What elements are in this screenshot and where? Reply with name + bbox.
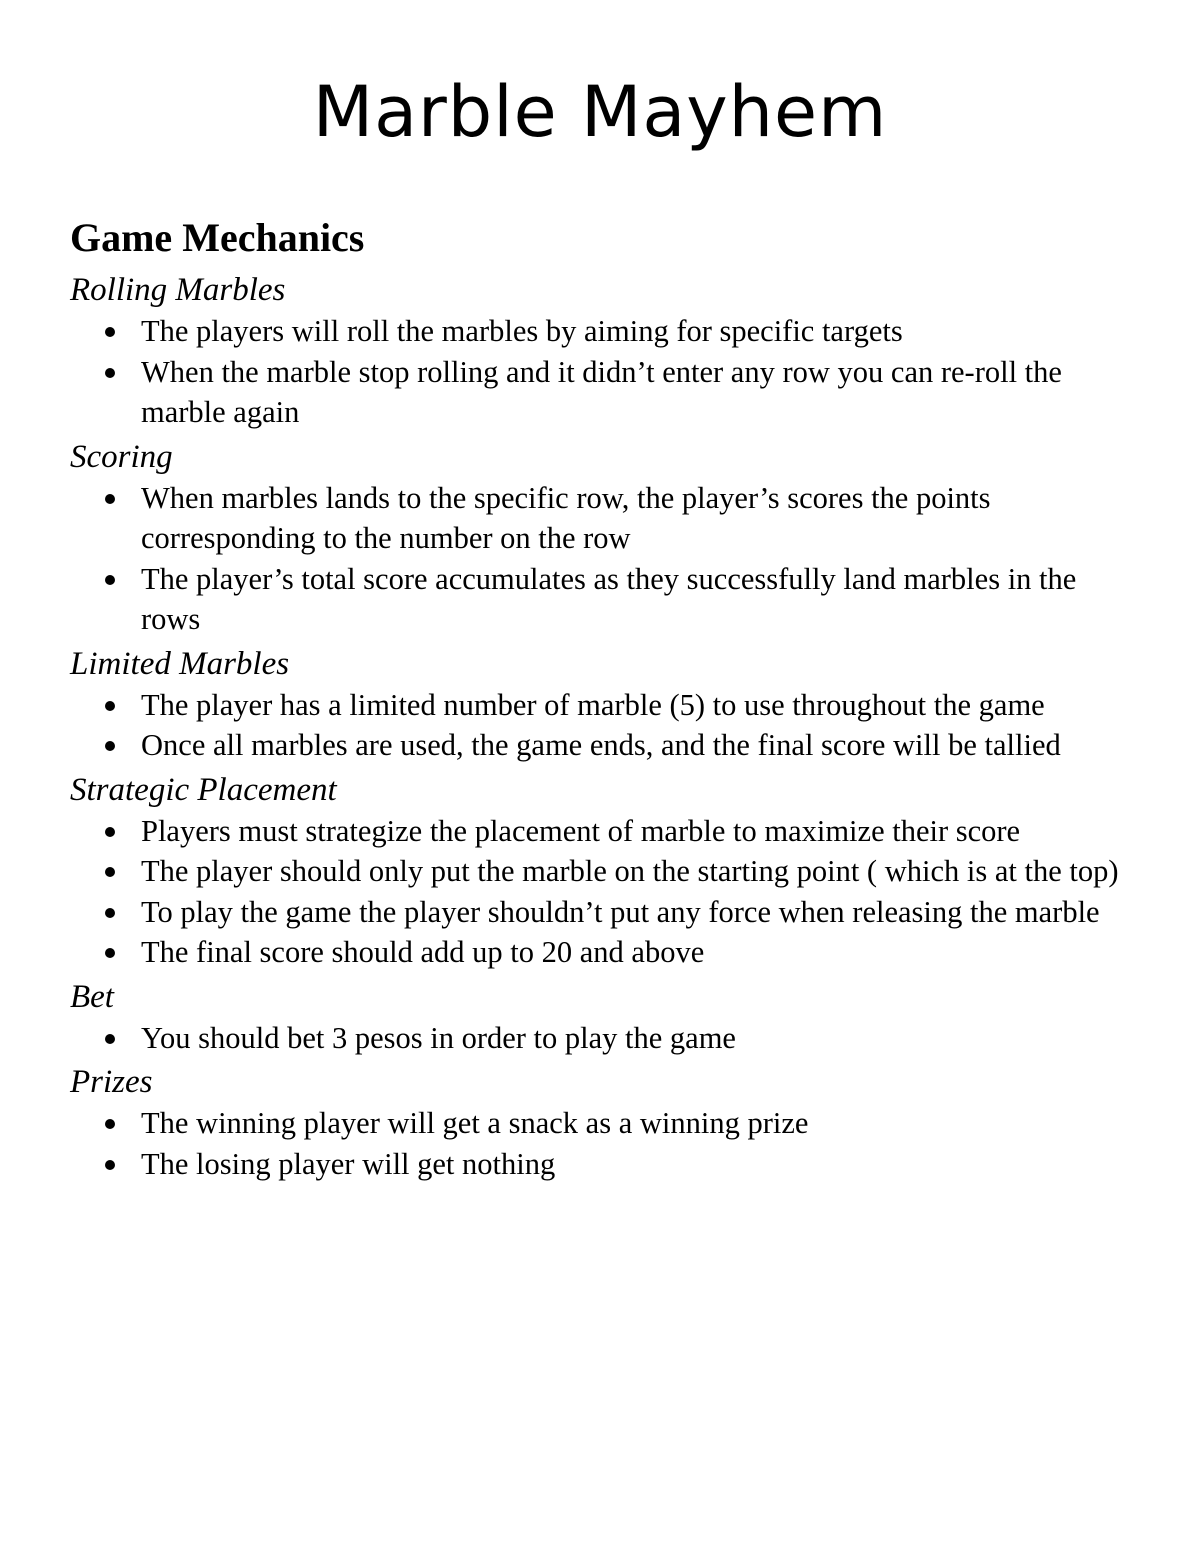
list-item-text: The players will roll the marbles by aiming for specific targets (141, 314, 903, 348)
list-item-text: You should bet 3 pesos in order to play the game (141, 1020, 736, 1055)
subsection-heading: Limited Marbles (70, 645, 290, 682)
bullet-icon (105, 368, 115, 378)
bullet-list (70, 478, 1140, 640)
subsection-limited-marbles (70, 644, 1140, 766)
list-item-text: The player should only put the marble on the starting point ( which is at the top) (141, 854, 1119, 888)
list-item (70, 725, 1140, 766)
subsection-heading: Prizes (70, 1064, 153, 1100)
bullet-icon (105, 1034, 115, 1044)
list-item-text: When marbles lands to the specific row, the player’s scores the points corresponding to the number on the row (141, 480, 991, 555)
bullet-icon (105, 575, 115, 585)
bullet-icon (105, 867, 115, 877)
list-item (70, 851, 1140, 892)
bullet-icon (105, 948, 115, 958)
bullet-icon (105, 827, 115, 837)
subsection-strategic-placement (70, 770, 1140, 973)
list-item-text: The losing player will get nothing (141, 1146, 556, 1181)
list-item (70, 932, 1140, 973)
subsection-rolling-marbles (70, 270, 1140, 433)
list-item (70, 559, 1140, 640)
subsection-heading: Rolling Marbles (70, 272, 286, 308)
list-item-text: Once all marbles are used, the game ends, and the final score will be tallied (141, 728, 1061, 762)
list-item (70, 1018, 1140, 1059)
list-item (70, 811, 1140, 852)
bullet-icon (105, 327, 115, 337)
list-item (70, 1144, 1140, 1185)
list-item-text: Players must strategize the placement of marble to maximize their score (141, 813, 1021, 848)
list-item (70, 352, 1140, 433)
bullet-list (70, 311, 1140, 433)
list-item-text: The winning player will get a snack as a winning prize (141, 1106, 809, 1140)
bullet-list (70, 685, 1140, 766)
bullet-icon (105, 908, 115, 918)
subsection-heading: Scoring (70, 438, 173, 475)
bullet-icon (105, 494, 115, 504)
document-content (70, 212, 1140, 1188)
bullet-icon (105, 701, 115, 711)
list-item (70, 685, 1140, 726)
list-item (70, 892, 1140, 933)
list-item-text: The player has a limited number of marble (5) to use throughout the game (141, 687, 1045, 722)
list-item-text: The final score should add up to 20 and above (141, 935, 705, 969)
subsection-scoring (70, 437, 1140, 640)
list-item (70, 1103, 1140, 1144)
list-item-text: The player’s total score accumulates as they successfully land marbles in the rows (141, 561, 1077, 636)
bullet-icon (105, 1119, 115, 1129)
subsection-heading: Bet (70, 978, 114, 1015)
list-item-text: When the marble stop rolling and it didn’t enter any row you can re-roll the marble again (141, 354, 1062, 429)
subsection-bet (70, 977, 1140, 1059)
list-item (70, 478, 1140, 559)
list-item-text: To play the game the player shouldn’t put any force when releasing the marble (141, 894, 1100, 929)
bullet-list (70, 1103, 1140, 1184)
subsection-prizes (70, 1062, 1140, 1184)
document-title: Marble Mayhem (312, 71, 888, 153)
bullet-icon (105, 741, 115, 751)
bullet-icon (105, 1160, 115, 1170)
list-item (70, 311, 1140, 352)
section-heading: Game Mechanics (70, 215, 365, 260)
bullet-list (70, 1018, 1140, 1059)
bullet-list (70, 811, 1140, 973)
subsection-heading: Strategic Placement (70, 771, 337, 808)
